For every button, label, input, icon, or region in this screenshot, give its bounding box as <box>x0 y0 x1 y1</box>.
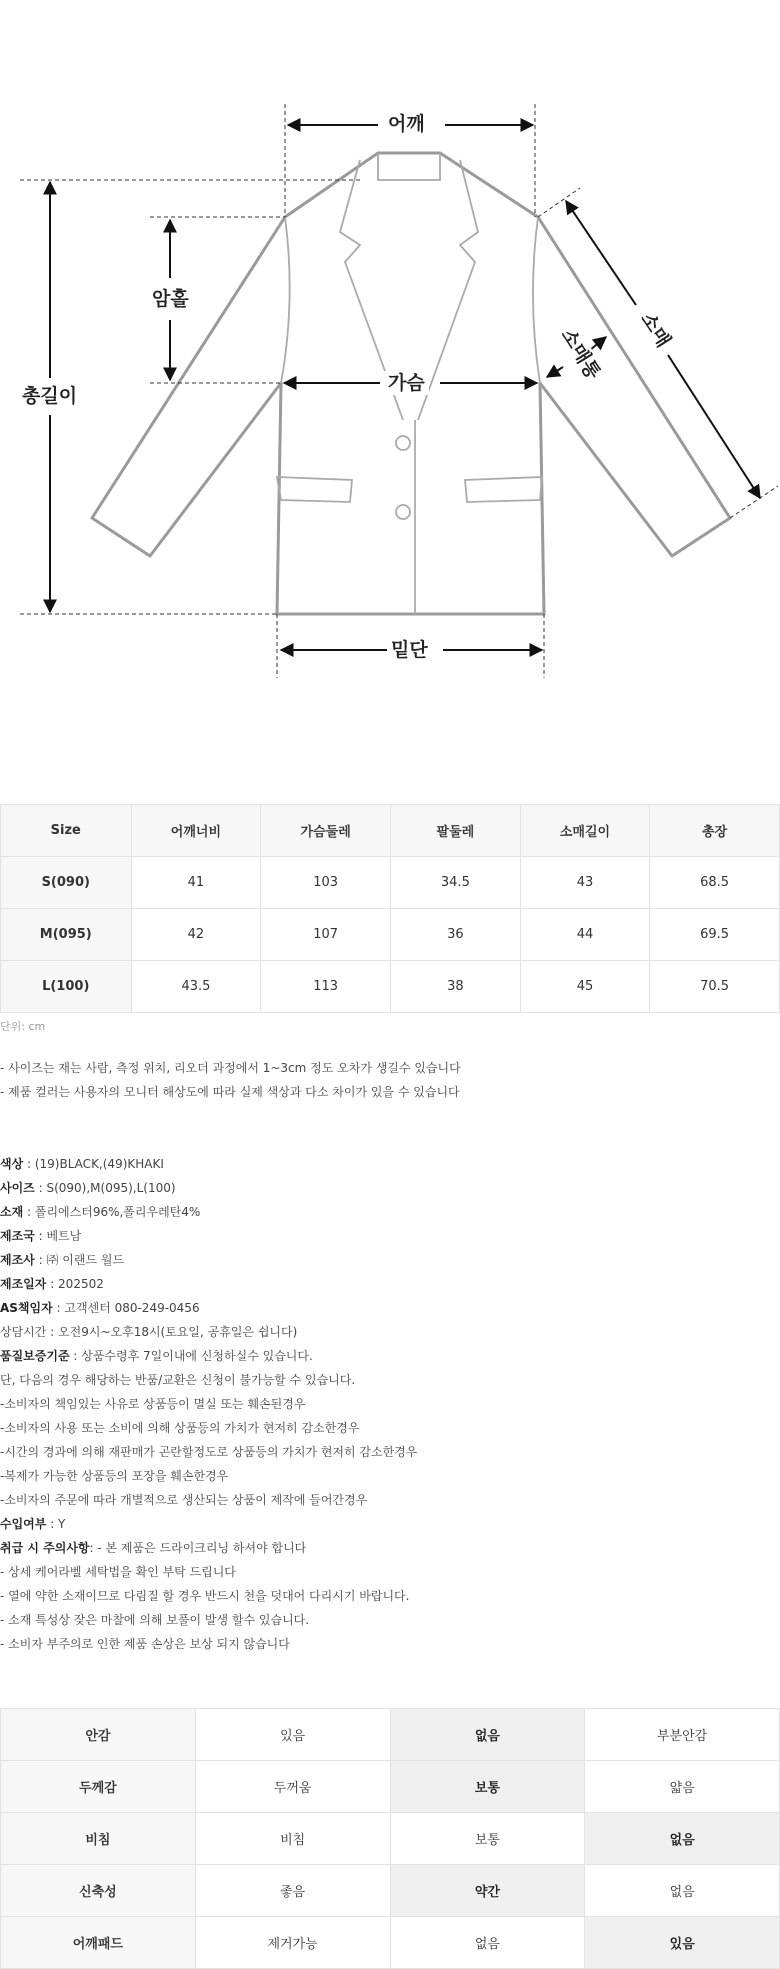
value-cell: 69.5 <box>650 909 780 961</box>
spec-line <box>0 1608 417 1632</box>
attribute-option: 있음 <box>195 1709 390 1761</box>
table-row <box>1 1865 780 1917</box>
spec-line <box>0 1392 417 1416</box>
label-armhole: 암홀 <box>148 287 193 311</box>
spec-line <box>0 1224 417 1248</box>
label-sleeve: 소매 <box>633 305 677 356</box>
spec-line <box>0 1560 417 1584</box>
label-hem: 밑단 <box>387 638 432 662</box>
spec-value: 상담시간 : 오전9시~오후18시(토요일, 공휴일은 쉽니다) <box>0 1325 298 1339</box>
spec-label: 품질보증기준 <box>0 1349 70 1363</box>
attribute-option: 없음 <box>390 1917 585 1969</box>
table-row <box>1 1761 780 1813</box>
spec-value: -복제가 가능한 상품등의 포장을 훼손한경우 <box>0 1469 229 1483</box>
attribute-option-selected: 없음 <box>390 1709 585 1761</box>
spec-value: 단, 다음의 경우 해당하는 반품/교환은 신청이 불가능할 수 있습니다. <box>0 1373 356 1387</box>
attribute-option: 부분안감 <box>585 1709 780 1761</box>
attribute-option: 좋음 <box>195 1865 390 1917</box>
label-total-length: 총길이 <box>18 384 81 408</box>
attribute-label: 안감 <box>1 1709 196 1761</box>
spec-value: : 폴리에스터96%,폴리우레탄4% <box>23 1205 201 1219</box>
value-cell: 38 <box>390 961 520 1013</box>
header-cell: 가슴둘레 <box>261 805 391 857</box>
attribute-table <box>0 1708 780 1969</box>
spec-value: - 열에 약한 소재이므로 다림질 할 경우 반드시 천을 덧대어 다리시기 바랍니다. <box>0 1589 410 1603</box>
spec-value: - 소재 특성상 잦은 마찰에 의해 보풀이 발생 할수 있습니다. <box>0 1613 310 1627</box>
value-cell: 45 <box>520 961 649 1013</box>
note-line: - 사이즈는 재는 사람, 측정 위치, 리오더 과정에서 1~3cm 정도 오차가 생길수 있습니다 <box>0 1061 461 1075</box>
spec-value: -소비자의 책임있는 사유로 상품등이 멸실 또는 훼손된경우 <box>0 1397 306 1411</box>
spec-line <box>0 1584 417 1608</box>
attribute-label: 어깨패드 <box>1 1917 196 1969</box>
label-shoulder: 어깨 <box>384 112 429 136</box>
spec-line <box>0 1296 417 1320</box>
spec-value: : ㈜ 이랜드 월드 <box>34 1253 125 1267</box>
spec-value: -시간의 경과에 의해 재판매가 곤란할정도로 상품등의 가치가 현저히 감소한경우 <box>0 1445 418 1459</box>
attribute-label: 두께감 <box>1 1761 196 1813</box>
size-cell: S(090) <box>1 857 132 909</box>
value-cell: 107 <box>261 909 391 961</box>
table-row <box>1 857 780 909</box>
value-cell: 113 <box>261 961 391 1013</box>
spec-line <box>0 1248 417 1272</box>
table-row <box>1 1917 780 1969</box>
spec-line <box>0 1488 417 1512</box>
spec-value: - 소비자 부주의로 인한 제품 손상은 보상 되지 않습니다 <box>0 1637 290 1651</box>
attribute-option: 두꺼움 <box>195 1761 390 1813</box>
value-cell: 68.5 <box>650 857 780 909</box>
spec-label: AS책임자 <box>0 1301 53 1315</box>
spec-label: 수입여부 <box>0 1517 47 1531</box>
unit-label: 단위: cm <box>0 1020 46 1033</box>
label-sleeve-width: 소매통 <box>554 321 608 387</box>
table-row <box>1 961 780 1013</box>
value-cell: 41 <box>131 857 261 909</box>
size-table-header <box>1 805 780 857</box>
spec-line <box>0 1416 417 1440</box>
spec-line <box>0 1152 417 1176</box>
spec-line <box>0 1632 417 1656</box>
value-cell: 103 <box>261 857 391 909</box>
label-chest: 가슴 <box>384 371 429 395</box>
attribute-option: 보통 <box>390 1813 585 1865</box>
size-diagram <box>0 0 780 700</box>
attribute-label: 신축성 <box>1 1865 196 1917</box>
attribute-option-selected: 없음 <box>585 1813 780 1865</box>
size-cell: L(100) <box>1 961 132 1013</box>
table-row <box>1 1709 780 1761</box>
spec-line <box>0 1272 417 1296</box>
spec-value: : - 본 제품은 드라이크리닝 하셔야 합니다 <box>89 1541 307 1555</box>
size-table <box>0 804 780 1013</box>
spec-label: 소재 <box>0 1205 24 1219</box>
spec-line <box>0 1536 417 1560</box>
spec-value: : 상품수령후 7일이내에 신청하실수 있습니다. <box>69 1349 313 1363</box>
attribute-option: 없음 <box>585 1865 780 1917</box>
header-cell: 어깨너비 <box>131 805 261 857</box>
spec-line <box>0 1440 417 1464</box>
spec-label: 제조국 <box>0 1229 35 1243</box>
value-cell: 36 <box>390 909 520 961</box>
spec-value: : 고객센터 080-249-0456 <box>52 1301 200 1315</box>
product-specs <box>0 1152 417 1656</box>
attribute-label: 비침 <box>1 1813 196 1865</box>
attribute-option: 얇음 <box>585 1761 780 1813</box>
header-cell: 소매길이 <box>520 805 649 857</box>
spec-value: : (19)BLACK,(49)KHAKI <box>23 1157 164 1171</box>
spec-label: 사이즈 <box>0 1181 35 1195</box>
spec-line <box>0 1176 417 1200</box>
size-notes <box>0 1056 461 1104</box>
spec-line <box>0 1464 417 1488</box>
header-cell: 팔둘레 <box>390 805 520 857</box>
spec-label: 색상 <box>0 1157 24 1171</box>
value-cell: 42 <box>131 909 261 961</box>
spec-value: : S(090),M(095),L(100) <box>34 1181 176 1195</box>
spec-value: : 베트남 <box>34 1229 82 1243</box>
spec-value: -소비자의 사용 또는 소비에 의해 상품등의 가치가 현저히 감소한경우 <box>0 1421 360 1435</box>
attribute-option-selected: 약간 <box>390 1865 585 1917</box>
attribute-option: 제거가능 <box>195 1917 390 1969</box>
spec-value: : Y <box>46 1517 66 1531</box>
attribute-option-selected: 보통 <box>390 1761 585 1813</box>
spec-line <box>0 1368 417 1392</box>
spec-value: - 상세 케어라벨 세탁법을 확인 부탁 드립니다 <box>0 1565 236 1579</box>
header-cell: 총장 <box>650 805 780 857</box>
spec-line <box>0 1512 417 1536</box>
value-cell: 43.5 <box>131 961 261 1013</box>
table-row <box>1 909 780 961</box>
value-cell: 34.5 <box>390 857 520 909</box>
value-cell: 43 <box>520 857 649 909</box>
value-cell: 44 <box>520 909 649 961</box>
spec-label: 제조일자 <box>0 1277 47 1291</box>
attribute-option-selected: 있음 <box>585 1917 780 1969</box>
note-line: - 제품 컬러는 사용자의 모니터 해상도에 따라 실제 색상과 다소 차이가 있을 수 있습니다 <box>0 1085 460 1099</box>
value-cell: 70.5 <box>650 961 780 1013</box>
spec-value: -소비자의 주문에 따라 개별적으로 생산되는 상품이 제작에 들어간경우 <box>0 1493 368 1507</box>
spec-line <box>0 1320 417 1344</box>
spec-value: : 202502 <box>46 1277 104 1291</box>
spec-label: 취급 시 주의사항 <box>0 1541 90 1555</box>
table-row <box>1 1813 780 1865</box>
spec-line <box>0 1344 417 1368</box>
header-cell: Size <box>1 805 132 857</box>
attribute-option: 비침 <box>195 1813 390 1865</box>
spec-line <box>0 1200 417 1224</box>
spec-label: 제조사 <box>0 1253 35 1267</box>
size-cell: M(095) <box>1 909 132 961</box>
